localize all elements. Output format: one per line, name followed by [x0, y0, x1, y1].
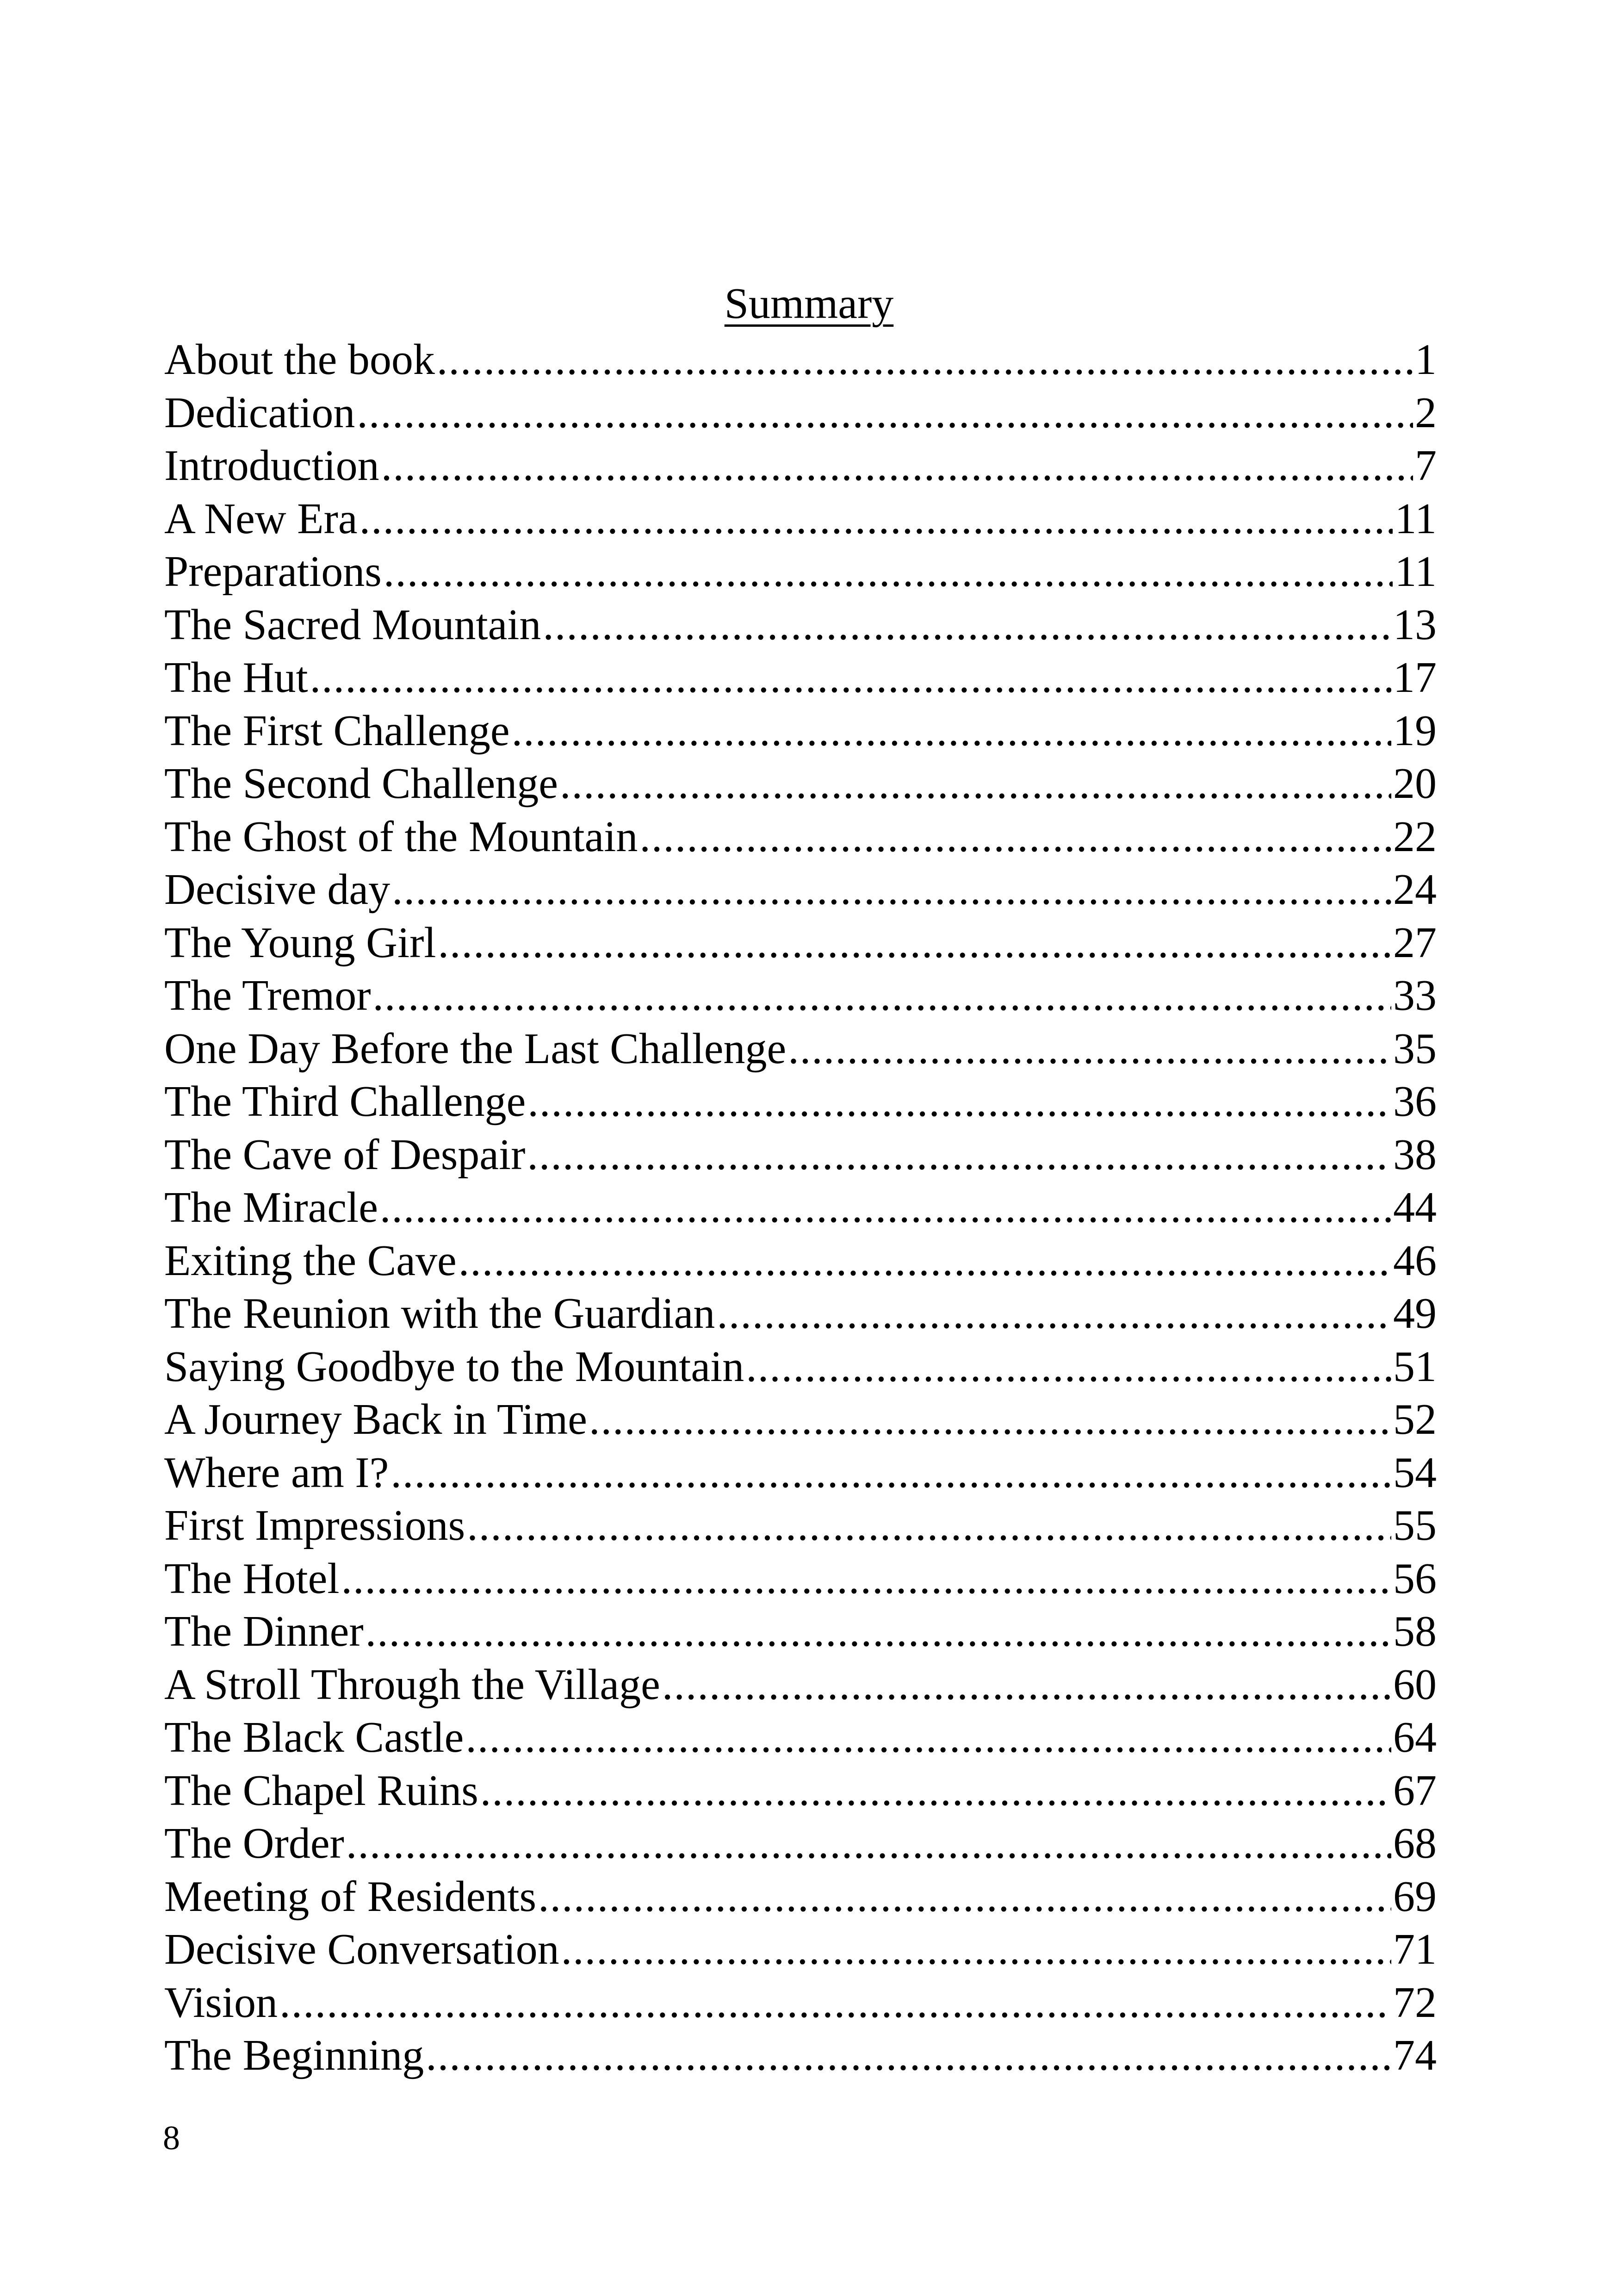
toc-entry: [164, 1923, 1437, 1976]
toc-entry-title: Decisive day: [164, 865, 391, 914]
toc-entry-title: A Stroll Through the Village: [164, 1660, 660, 1709]
toc-entry-page: 22: [1393, 812, 1437, 861]
toc-entry: [164, 1976, 1437, 2029]
toc-dot-leader: [561, 1923, 1391, 1976]
toc-entry: [164, 1287, 1437, 1340]
toc-dot-leader: [788, 1022, 1391, 1076]
toc-entry-page: 67: [1393, 1766, 1437, 1815]
toc-entry-title: The Tremor: [164, 971, 371, 1020]
toc-entry-page: 35: [1393, 1024, 1437, 1073]
toc-entry: [164, 1605, 1437, 1658]
toc-dot-leader: [381, 439, 1413, 492]
toc-entry-page: 51: [1393, 1342, 1437, 1391]
toc-entry: [164, 1181, 1437, 1234]
toc-list: [164, 333, 1437, 2082]
toc-title: [0, 276, 1618, 331]
toc-entry-title: Decisive Conversation: [164, 1925, 559, 1973]
toc-dot-leader: [589, 1393, 1391, 1446]
toc-dot-leader: [366, 1605, 1391, 1658]
toc-dot-leader: [391, 1446, 1391, 1500]
toc-entry: [164, 386, 1437, 440]
toc-entry-title: First Impressions: [164, 1501, 465, 1549]
toc-entry: [164, 916, 1437, 970]
toc-entry-page: 55: [1393, 1501, 1437, 1549]
toc-entry-title: The Order: [164, 1819, 344, 1867]
toc-entry-page: 64: [1393, 1713, 1437, 1761]
toc-entry-page: 60: [1393, 1660, 1437, 1709]
toc-dot-leader: [662, 1658, 1391, 1711]
toc-entry-page: 56: [1393, 1554, 1437, 1603]
toc-entry-title: A New Era: [164, 494, 358, 543]
toc-dot-leader: [465, 1711, 1391, 1764]
toc-entry-page: 49: [1393, 1289, 1437, 1338]
toc-entry: [164, 757, 1437, 810]
toc-entry-title: The Sacred Mountain: [164, 600, 541, 649]
toc-entry-page: 52: [1393, 1395, 1437, 1444]
toc-entry-title: The Dinner: [164, 1607, 364, 1655]
toc-dot-leader: [346, 1817, 1391, 1870]
toc-dot-leader: [392, 863, 1391, 916]
toc-dot-leader: [426, 2029, 1391, 2082]
toc-entry-page: 71: [1393, 1925, 1437, 1973]
toc-dot-leader: [560, 757, 1391, 810]
toc-dot-leader: [527, 1128, 1391, 1182]
toc-entry-page: 1: [1415, 336, 1437, 384]
toc-entry-page: 20: [1393, 759, 1437, 808]
toc-entry-page: 44: [1393, 1183, 1437, 1232]
toc-dot-leader: [357, 386, 1413, 440]
toc-entry-title: The Chapel Ruins: [164, 1766, 478, 1815]
toc-dot-leader: [480, 1764, 1391, 1817]
toc-entry-title: The Ghost of the Mountain: [164, 812, 638, 861]
toc-entry-page: 38: [1393, 1130, 1437, 1179]
toc-entry: [164, 492, 1437, 546]
toc-dot-leader: [639, 810, 1391, 864]
toc-entry-title: About the book: [164, 336, 435, 384]
toc-dot-leader: [360, 492, 1393, 546]
toc-entry-title: The Hut: [164, 653, 308, 702]
toc-entry: [164, 969, 1437, 1022]
toc-entry: [164, 439, 1437, 492]
toc-entry: [164, 598, 1437, 652]
toc-dot-leader: [512, 704, 1391, 758]
toc-entry-page: 72: [1393, 1978, 1437, 2027]
toc-dot-leader: [467, 1499, 1391, 1552]
toc-entry-page: 74: [1393, 2031, 1437, 2079]
toc-dot-leader: [746, 1340, 1391, 1394]
toc-title-text: Summary: [724, 280, 894, 328]
toc-entry-title: Exiting the Cave: [164, 1236, 457, 1285]
toc-entry-title: The Miracle: [164, 1183, 378, 1232]
toc-dot-leader: [384, 545, 1393, 598]
toc-entry-title: Preparations: [164, 548, 382, 596]
toc-entry-page: 7: [1415, 442, 1437, 490]
toc-dot-leader: [717, 1287, 1391, 1340]
toc-entry: [164, 863, 1437, 916]
toc-entry: [164, 2029, 1437, 2082]
toc-entry: [164, 1393, 1437, 1446]
toc-entry-title: Where am I?: [164, 1448, 389, 1497]
toc-entry-title: The Reunion with the Guardian: [164, 1289, 715, 1338]
toc-entry: [164, 1446, 1437, 1500]
toc-entry-title: The Beginning: [164, 2031, 424, 2079]
toc-dot-leader: [438, 916, 1391, 970]
toc-entry-title: Dedication: [164, 388, 355, 437]
toc-entry-page: 33: [1393, 971, 1437, 1020]
toc-entry-page: 2: [1415, 388, 1437, 437]
toc-dot-leader: [373, 969, 1392, 1022]
toc-entry: [164, 545, 1437, 598]
toc-dot-leader: [310, 651, 1391, 704]
toc-entry-page: 17: [1393, 653, 1437, 702]
toc-dot-leader: [459, 1234, 1391, 1288]
toc-entry-page: 69: [1393, 1872, 1437, 1921]
toc-entry: [164, 1340, 1437, 1394]
toc-entry-title: The Cave of Despair: [164, 1130, 526, 1179]
toc-entry-title: The Second Challenge: [164, 759, 558, 808]
toc-dot-leader: [279, 1976, 1391, 2029]
toc-entry: [164, 1711, 1437, 1764]
toc-entry: [164, 704, 1437, 758]
toc-entry-title: Saying Goodbye to the Mountain: [164, 1342, 744, 1391]
toc-entry: [164, 1658, 1437, 1711]
toc-entry: [164, 1022, 1437, 1076]
toc-entry-title: The First Challenge: [164, 706, 510, 755]
toc-entry-title: The Third Challenge: [164, 1077, 526, 1126]
toc-entry: [164, 333, 1437, 386]
toc-entry-title: One Day Before the Last Challenge: [164, 1024, 787, 1073]
toc-entry: [164, 1234, 1437, 1288]
toc-entry: [164, 1764, 1437, 1817]
toc-entry-page: 11: [1395, 548, 1437, 596]
toc-entry-title: Introduction: [164, 442, 379, 490]
toc-entry-page: 27: [1393, 918, 1437, 967]
toc-dot-leader: [341, 1552, 1391, 1605]
toc-entry: [164, 1870, 1437, 1923]
toc-entry-page: 58: [1393, 1607, 1437, 1655]
toc-entry-page: 24: [1393, 865, 1437, 914]
toc-entry: [164, 1552, 1437, 1605]
toc-entry-page: 36: [1393, 1077, 1437, 1126]
toc-entry-title: A Journey Back in Time: [164, 1395, 587, 1444]
toc-entry: [164, 651, 1437, 704]
toc-dot-leader: [543, 598, 1391, 652]
toc-entry-page: 11: [1395, 494, 1437, 543]
page-number: 8: [163, 2119, 180, 2157]
toc-entry-title: Vision: [164, 1978, 278, 2027]
toc-entry-page: 19: [1393, 706, 1437, 755]
toc-dot-leader: [527, 1075, 1391, 1128]
toc-entry-title: The Hotel: [164, 1554, 340, 1603]
toc-entry: [164, 1075, 1437, 1128]
toc-entry: [164, 1499, 1437, 1552]
toc-dot-leader: [437, 333, 1413, 386]
toc-dot-leader: [380, 1181, 1391, 1234]
toc-entry-title: The Black Castle: [164, 1713, 464, 1761]
toc-entry-page: 54: [1393, 1448, 1437, 1497]
toc-entry-title: Meeting of Residents: [164, 1872, 537, 1921]
toc-entry-page: 13: [1393, 600, 1437, 649]
toc-entry: [164, 1128, 1437, 1182]
toc-entry-title: The Young Girl: [164, 918, 436, 967]
toc-entry: [164, 810, 1437, 864]
toc-entry: [164, 1817, 1437, 1870]
toc-dot-leader: [538, 1870, 1391, 1923]
toc-entry-page: 68: [1393, 1819, 1437, 1867]
toc-entry-page: 46: [1393, 1236, 1437, 1285]
